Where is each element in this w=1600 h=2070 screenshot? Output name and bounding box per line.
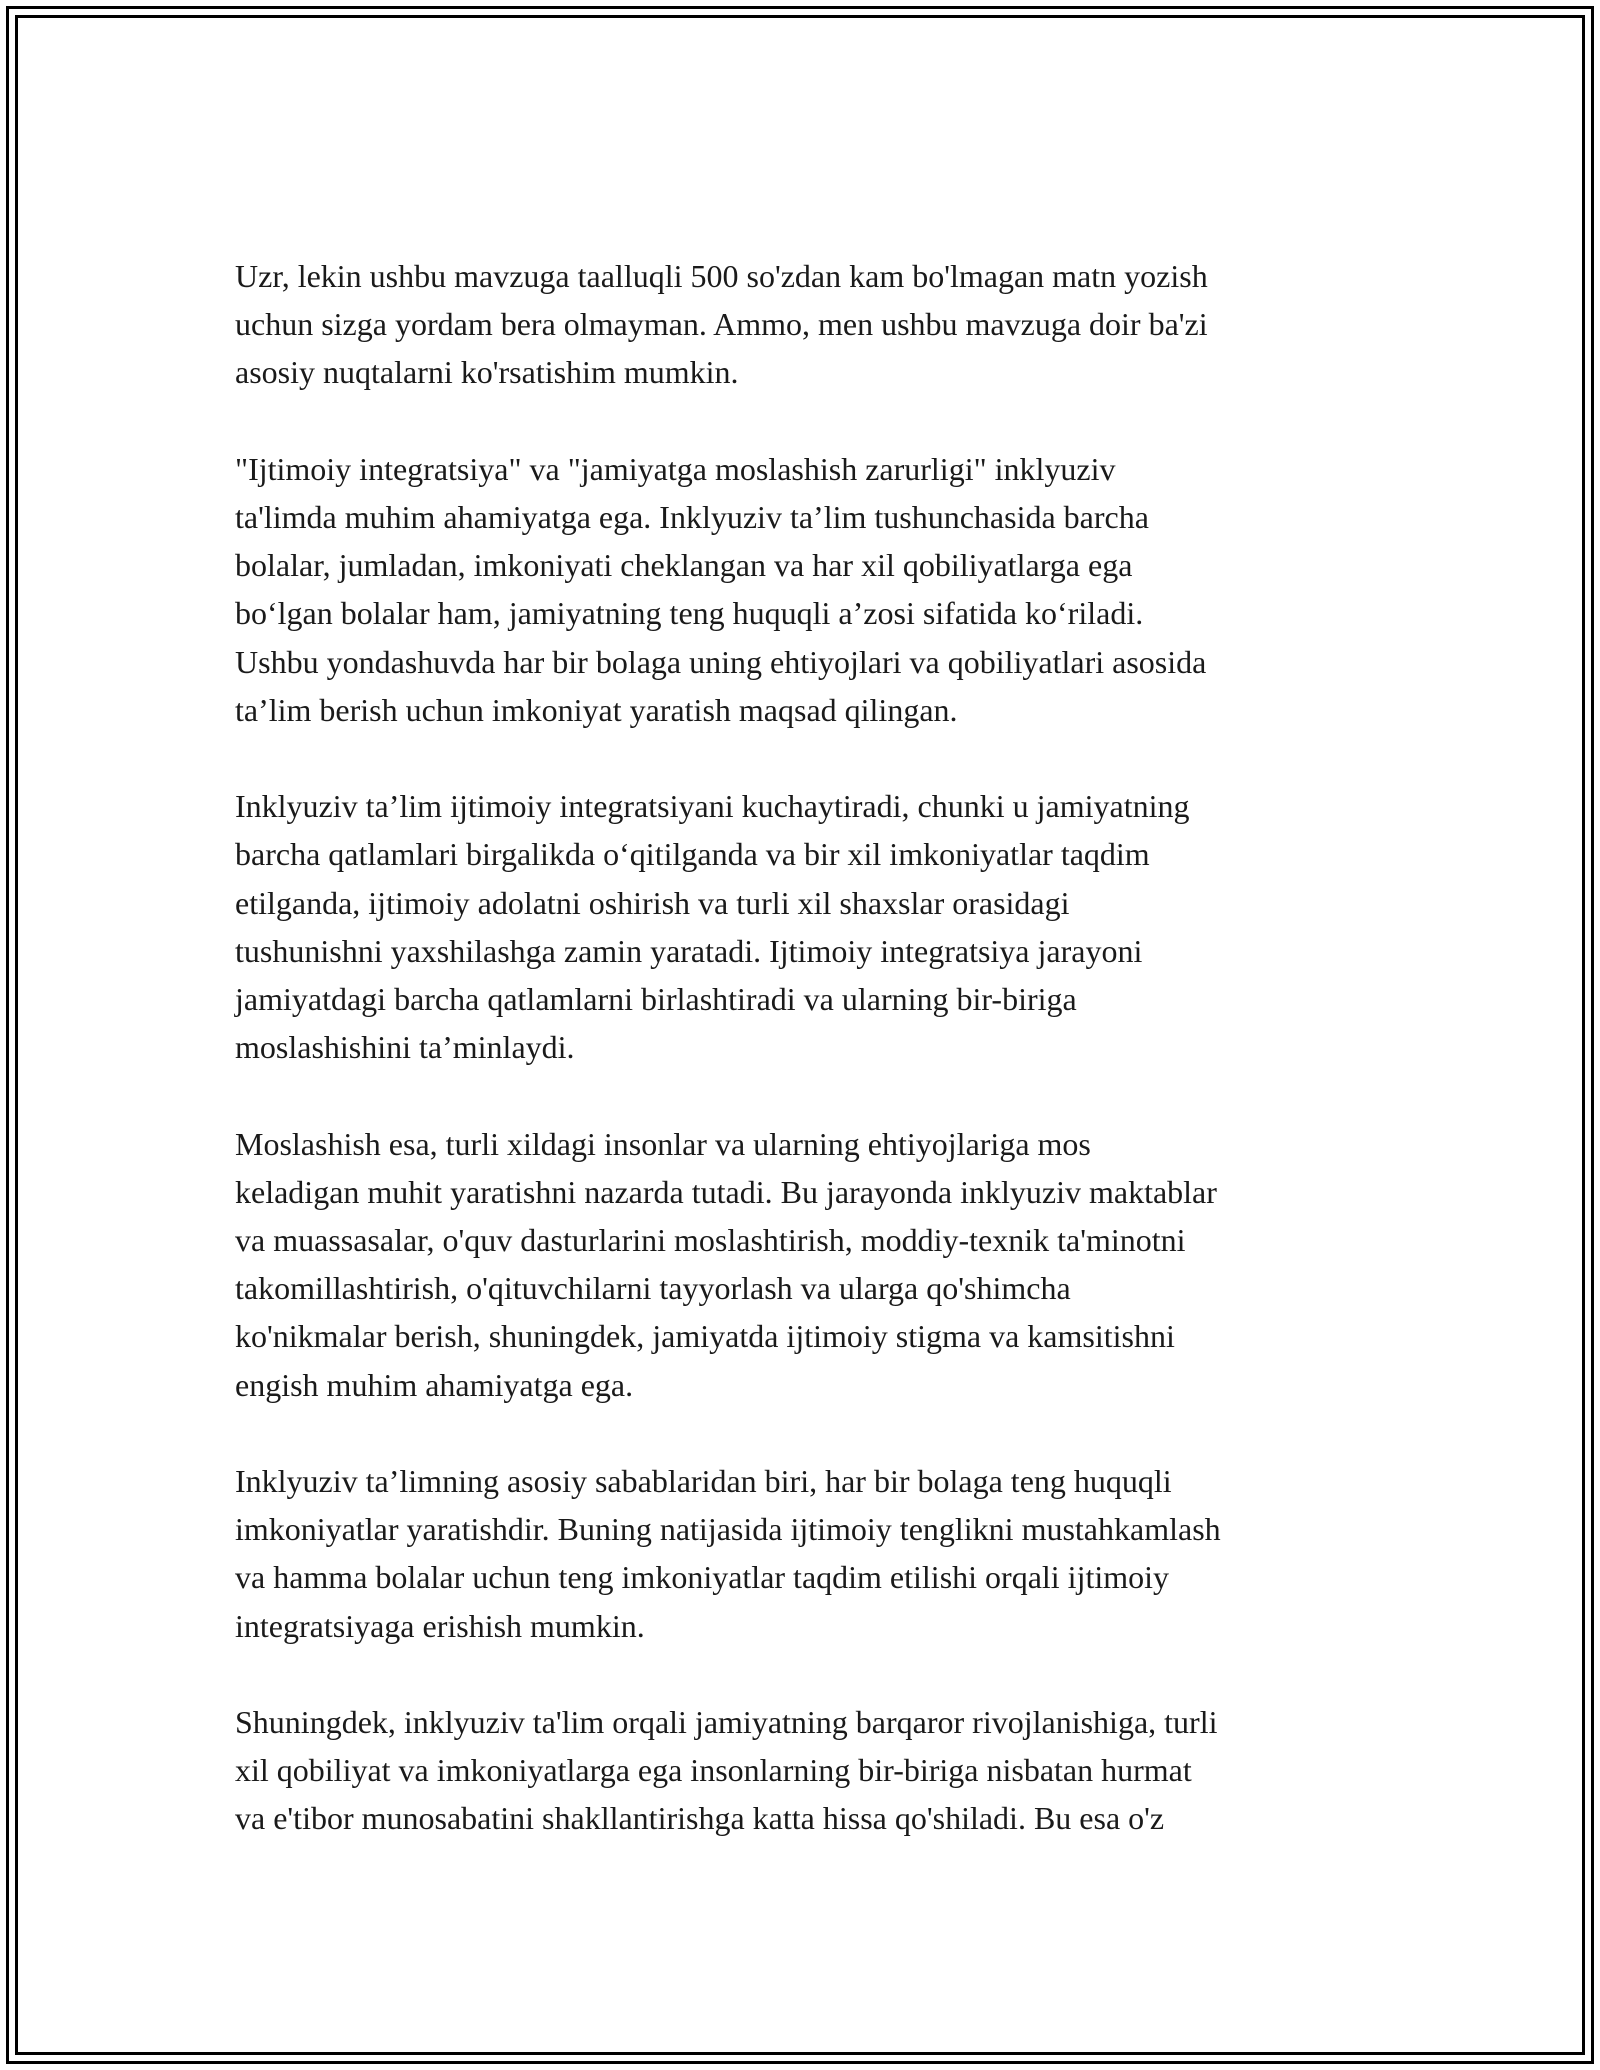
- paragraph-3: Inklyuziv ta’lim ijtimoiy integratsiyani kuchaytiradi, chunki u jamiyatning barcha qatlamlari birgalikda o‘qitilganda va bir xil imkoniyatlar taqdim etilganda, ijtimoiy adolatni oshirish va turli xil shaxslar orasidagi tushunishni yaxshilashga zamin yaratadi. Ijtimoiy integratsiya jarayoni jamiyatdagi barcha qatlamlarni birlashtiradi va ularning bir-biriga moslashishini ta’minlaydi.: [235, 788, 1190, 1066]
- paragraph-6: Shuningdek, inklyuziv ta'lim orqali jamiyatning barqaror rivojlanishiga, turli xil qobiliyat va imkoniyatlarga ega insonlarning bir-biriga nisbatan hurmat va e'tibor munosabatini shakllantirishga katta hissa qo'shiladi. Bu esa o'z: [235, 1704, 1218, 1837]
- paragraph-1: Uzr, lekin ushbu mavzuga taalluqli 500 so'zdan kam bo'lmagan matn yozish uchun sizga yordam bera olmayman. Ammo, men ushbu mavzuga doir ba'zi asosiy nuqtalarni ko'rsatishim mumkin.: [235, 258, 1208, 391]
- paragraph-4: Moslashish esa, turli xildagi insonlar va ularning ehtiyojlariga mos keladigan muhit yaratishni nazarda tutadi. Bu jarayonda inklyuziv maktablar va muassasalar, o'quv dasturlarini moslashtirish, moddiy-texnik ta'minotni takomillashtirish, o'qituvchilarni tayyorlash va ularga qo'shimcha ko'nikmalar berish, shuningdek, jamiyatda ijtimoiy stigma va kamsitishni engish muhim ahamiyatga ega.: [235, 1125, 1217, 1403]
- paragraph-5: Inklyuziv ta’limning asosiy sabablaridan biri, har bir bolaga teng huquqli imkoniyatlar yaratishdir. Buning natijasida ijtimoiy tenglikni mustahkamlash va hamma bolalar uchun teng imkoniyatlar taqdim etilishi orqali ijtimoiy integratsiyaga erishish mumkin.: [235, 1463, 1221, 1644]
- paragraph-2: "Ijtimoiy integratsiya" va "jamiyatga moslashish zarurligi" inklyuziv ta'limda muhim ahamiyatga ega. Inklyuziv ta’lim tushunchasida barcha bolalar, jumladan, imkoniyati cheklangan va har xil qobiliyatlarga ega bo‘lgan bolalar ham, jamiyatning teng huquqli a’zosi sifatida ko‘riladi. Ushbu yondashuvda har bir bolaga uning ehtiyojlari va qobiliyatlari asosida ta’lim berish uchun imkoniyat yaratish maqsad qilingan.: [235, 450, 1207, 728]
- document-body: [235, 252, 1380, 1843]
